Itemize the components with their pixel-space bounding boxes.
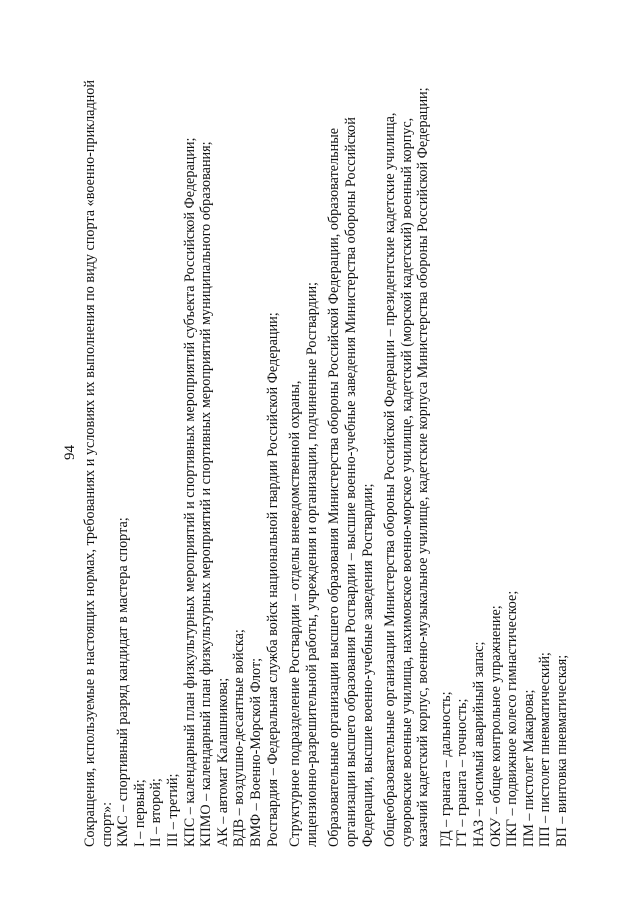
text-line: ПКГ – подвижное колесо гимнастическое; [504, 590, 521, 847]
text-line: организации высшего образования Росгвардии – высшие военно-учебные заведения Министерства обороны Российской [342, 117, 359, 847]
text-line: суворовские военные училища, нахимовское военно-морское училище, кадетский (морской кадетский) военный корпус, [398, 117, 415, 847]
text-line: I – первый; [131, 779, 148, 847]
text-line: ОКУ – общее контрольное упражнение; [487, 605, 504, 847]
text-line: ВДВ – воздушно-десантные войска; [231, 629, 248, 847]
text-line: III – третий; [164, 773, 181, 847]
text-line: АК – автомат Калашникова; [214, 677, 231, 847]
text-line: КПМО – календарный план физкультурных мероприятий и спортивных мероприятий муниципального образования; [198, 141, 215, 847]
text-line: лицензионно-разрешительной работы, учреждения и организации, подчиненные Росгвардии; [303, 282, 320, 847]
text-line: ГТ – граната – точность; [454, 698, 471, 847]
abbreviations-list [82, 42, 571, 847]
text-line: ГД – граната – дальность; [437, 691, 454, 847]
text-line: КМС – спортивный разряд кандидат в мастера спорта; [115, 517, 132, 847]
text-line: ВМФ – Военно-Морской Флот; [247, 657, 264, 847]
text-line: ВП – винтовка пневматическая; [554, 654, 571, 847]
text-line: Сокращения, используемые в настоящих нормах, требованиях и условиях их выполнения по виду спорта «военно-прикладной [82, 80, 98, 847]
text-line: Структурное подразделение Росгвардии – отделы вневедомственной охраны, [287, 380, 304, 847]
text-line: КПС – календарный план физкультурных мероприятий и спортивных мероприятий субъекта Российской Федерации; [181, 137, 198, 847]
text-line: ПП – пистолет пневматический; [537, 652, 554, 847]
text-line: ПМ – пистолет Макарова; [520, 689, 537, 847]
page-number: 94 [62, 445, 78, 460]
text-line: Общеобразовательные организации Министерства обороны Российской Федерации – президентские кадетские училища, [382, 112, 399, 847]
text-line: казачий кадетский корпус, военно-музыкальное училище, кадетские корпуса Министерства обороны Российской Федерации; [415, 87, 432, 847]
text-line: спорт»: [98, 801, 115, 847]
text-line: Образовательные организации высшего образования Министерства обороны Российской Федерации, образовательные [326, 127, 343, 847]
text-line: НАЗ – носимый аварийный запас; [471, 641, 488, 847]
text-line: II – второй; [148, 778, 165, 847]
text-line: Федерации, высшие военно-учебные заведения Росгвардии; [359, 483, 376, 847]
text-line: Росгвардия – Федеральная служба войск национальной гвардии Российской Федерации; [264, 312, 281, 847]
